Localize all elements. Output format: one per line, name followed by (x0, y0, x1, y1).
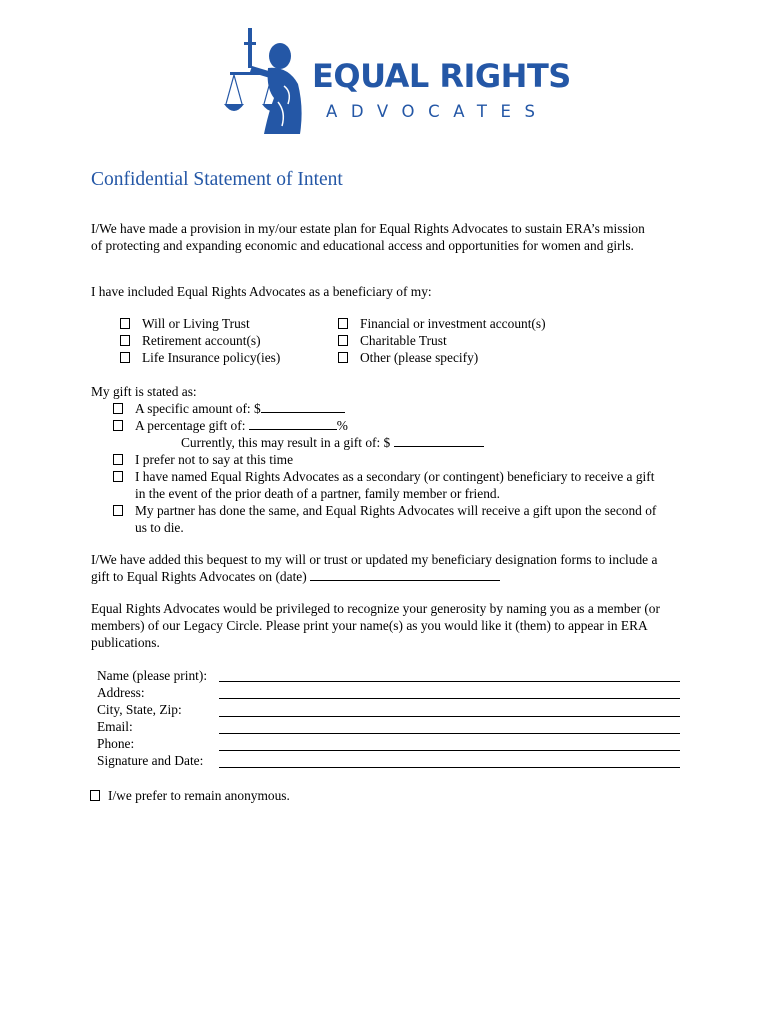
prefer-not-label: I prefer not to say at this time (135, 452, 294, 467)
option-other-label: Other (please specify) (360, 350, 479, 365)
legacy-line-1: Equal Rights Advocates would be privileged to recognize your generosity by naming you as a member (or (91, 601, 660, 616)
bequest-line-2-row (91, 568, 500, 585)
percentage-blank[interactable] (249, 417, 337, 430)
checkbox-specific-amount[interactable] (113, 401, 125, 418)
percentage-label: A percentage gift of: (135, 418, 246, 433)
secondary-line-2: in the event of the prior death of a partner, family member or friend. (135, 486, 500, 501)
phone-label: Phone: (97, 736, 135, 751)
checkbox-life-insurance[interactable] (120, 350, 132, 367)
lady-justice-icon (222, 26, 312, 136)
address-label: Address: (97, 685, 145, 700)
checkbox-anonymous[interactable] (90, 788, 102, 805)
checkbox-charitable-trust[interactable] (338, 333, 350, 350)
email-input-line[interactable] (219, 733, 680, 734)
checkbox-retirement[interactable] (120, 333, 132, 350)
bequest-line-1: I/We have added this bequest to my will or trust or updated my beneficiary designation forms to include a (91, 552, 658, 567)
anonymous-label: I/we prefer to remain anonymous. (108, 788, 290, 803)
currently-blank[interactable] (394, 434, 484, 447)
option-life-insurance-label: Life Insurance policy(ies) (142, 350, 281, 365)
checkbox-financial[interactable] (338, 316, 350, 333)
city-input-line[interactable] (219, 716, 680, 717)
checkbox-prefer-not[interactable] (113, 452, 125, 469)
percentage-row (135, 417, 348, 434)
partner-line-2: us to die. (135, 520, 184, 535)
option-financial-label: Financial or investment account(s) (360, 316, 546, 331)
bequest-line-2: gift to Equal Rights Advocates on (date) (91, 569, 307, 584)
checkbox-percentage[interactable] (113, 418, 125, 435)
option-retirement-label: Retirement account(s) (142, 333, 261, 348)
currently-label: Currently, this may result in a gift of: $ (181, 435, 391, 450)
email-label: Email: (97, 719, 133, 734)
legacy-line-2: members) of our Legacy Circle. Please print your name(s) as you would like it (them) to appear in ERA (91, 618, 648, 633)
checkbox-secondary-beneficiary[interactable] (113, 469, 125, 486)
bequest-date-blank[interactable] (310, 568, 500, 581)
specific-amount-row (135, 400, 345, 417)
logo-wordmark: EQUAL RIGHTS (312, 57, 571, 95)
signature-input-line[interactable] (219, 767, 680, 768)
signature-label: Signature and Date: (97, 753, 204, 768)
gift-prompt: My gift is stated as: (91, 384, 197, 399)
logo-subword: ADVOCATES (326, 102, 549, 121)
secondary-line-1: I have named Equal Rights Advocates as a secondary (or contingent) beneficiary to receive a gift (135, 469, 655, 484)
checkbox-will[interactable] (120, 316, 132, 333)
percent-sign: % (336, 418, 348, 433)
name-input-line[interactable] (219, 681, 680, 682)
currently-row (181, 434, 484, 451)
option-charitable-trust-label: Charitable Trust (360, 333, 447, 348)
page-title: Confidential Statement of Intent (91, 169, 343, 190)
specific-amount-blank[interactable] (261, 400, 345, 413)
beneficiary-prompt: I have included Equal Rights Advocates as a beneficiary of my: (91, 284, 432, 299)
checkbox-other[interactable] (338, 350, 350, 367)
city-label: City, State, Zip: (97, 702, 182, 717)
specific-amount-label: A specific amount of: $ (135, 401, 261, 416)
checkbox-partner[interactable] (113, 503, 125, 520)
intro-line-1: I/We have made a provision in my/our estate plan for Equal Rights Advocates to sustain ERA’s mission (91, 221, 645, 236)
era-logo (222, 26, 571, 136)
partner-line-1: My partner has done the same, and Equal Rights Advocates will receive a gift upon the second of (135, 503, 657, 518)
option-will-label: Will or Living Trust (142, 316, 250, 331)
phone-input-line[interactable] (219, 750, 680, 751)
name-label: Name (please print): (97, 668, 208, 683)
intro-line-2: of protecting and expanding economic and educational access and opportunities for women and girls. (91, 238, 634, 253)
legacy-line-3: publications. (91, 635, 160, 650)
address-input-line[interactable] (219, 698, 680, 699)
